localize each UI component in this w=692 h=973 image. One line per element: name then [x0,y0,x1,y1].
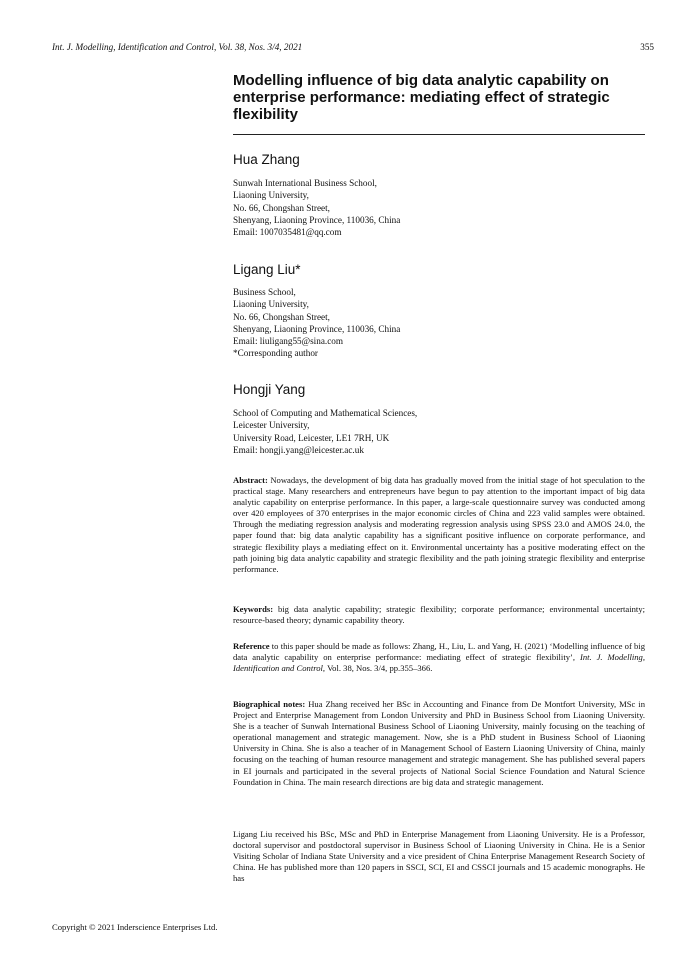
affiliation-line: Liaoning University, [233,190,309,201]
author-name: Hongji Yang [233,382,306,397]
affiliation-line: No. 66, Chongshan Street, [233,202,330,213]
corresponding-note: *Corresponding author [233,348,318,359]
reference-text: to this paper should be made as follows: Zhang, H., Liu, L. and Yang, H. (2021) ‘Modelling influence of big data analytic capability on enterprise performance: mediating effect of strategic flexibility’, [233,641,645,663]
reference-note [233,641,645,674]
affiliation-line: Leicester University, [233,420,310,431]
biographical-notes-2 [233,829,645,884]
page-number: 355 [640,42,654,52]
keywords-text: big data analytic capability; strategic flexibility; corporate performance; environmental uncertainty; resource-based theory; dynamic capability theory. [233,604,646,626]
author-affiliation [233,286,645,360]
bio-text-2: Ligang Liu received his BSc, MSc and PhD in Enterprise Management from Liaoning University. He is a Professor, doctoral supervisor and postdoctoral supervisor in Business School of Liaoning University in China. He is a Senior Visiting Scholar of Indiana State University and a vice president of China Enterprise Management Research Society of China. He has published more than 120 papers in SSCI, SCI, EI and CSSCI journals and 15 academic monographs. He has [233,829,645,884]
affiliation-line: Liaoning University, [233,299,309,310]
abstract-label: Abstract: [233,475,268,485]
author-affiliation [233,177,645,238]
reference-journal: Int. J. Modelling, Identification and Control [233,652,645,674]
running-head [52,42,654,52]
affiliation-line: No. 66, Chongshan Street, [233,311,330,322]
keywords-label: Keywords: [233,604,274,614]
author-email: Email: liuligang55@sina.com [233,336,344,347]
reference-text-end: , Vol. 38, Nos. 3/4, pp.355–366. [322,663,433,674]
abstract-text: Nowadays, the development of big data has gradually moved from the initial stage of hot speculation to the practical stage. Many researchers and entrepreneurs have begun to pay attention to the important impact of big data analytic capability on enterprise performance. In this paper, a large-scale questionnaire survey was conducted among over 420 employees of 370 enterprises in the major economic circles of China and 223 valid samples were obtained. Through the mediating regression analysis and moderating regression analysis using SPSS 23.0 and AMOS 24.0, the paper found that: big data analytic capability has a significant positive influence on corporate performance, and strategic flexibility plays a mediating effect on it. Environmental uncertainty has a positive moderating effect on the path joining big data analytic capability and strategic flexibility and the path joining strategic flexibility and enterprise performance. [233,475,645,574]
affiliation-line: School of Computing and Mathematical Sciences, [233,408,418,418]
author-email: Email: hongji.yang@leicester.ac.uk [233,444,364,455]
affiliation-line: Business School, [233,287,296,297]
author-affiliation [233,407,645,456]
bio-label: Biographical notes: [233,699,306,709]
affiliation-line: Shenyang, Liaoning Province, 110036, China [233,214,401,225]
reference-label: Reference [233,641,270,651]
affiliation-line: Sunwah International Business School, [233,178,377,188]
author-email: Email: 1007035481@qq.com [233,227,342,238]
affiliation-line: Shenyang, Liaoning Province, 110036, China [233,323,401,334]
biographical-notes [233,699,645,788]
keywords [233,604,645,626]
author-name: Ligang Liu* [233,262,301,277]
author-name: Hua Zhang [233,152,300,167]
affiliation-line: University Road, Leicester, LE1 7RH, UK [233,432,390,443]
copyright-notice: Copyright © 2021 Inderscience Enterprises Ltd. [52,922,218,932]
bio-text: Hua Zhang received her BSc in Accounting and Finance from De Montfort University, MSc in Project and Enterprise Management from London University and PhD in Business School from Liaoning University. She is a teacher of Sunwah International Business School of Liaoning University, mainly focusing on the teaching of operational management and strategic management. Now, she is a PhD student in Business School of Liaoning University in China. She is also a teacher of in Management School of Eastern Liaoning University of China, mainly focusing on the teaching of human resource management and strategic management. She has published several papers in EI journals and participated in the several projects of National Social Science Foundation and Natural Science Foundation in China. The main research directions are big data and strategic management. [233,699,645,787]
journal-citation: Int. J. Modelling, Identification and Control, Vol. 38, Nos. 3/4, 2021 [52,42,303,52]
abstract [233,475,645,575]
paper-title: Modelling influence of big data analytic capability on enterprise performance: mediating effect of strategic flexibility [233,72,645,135]
